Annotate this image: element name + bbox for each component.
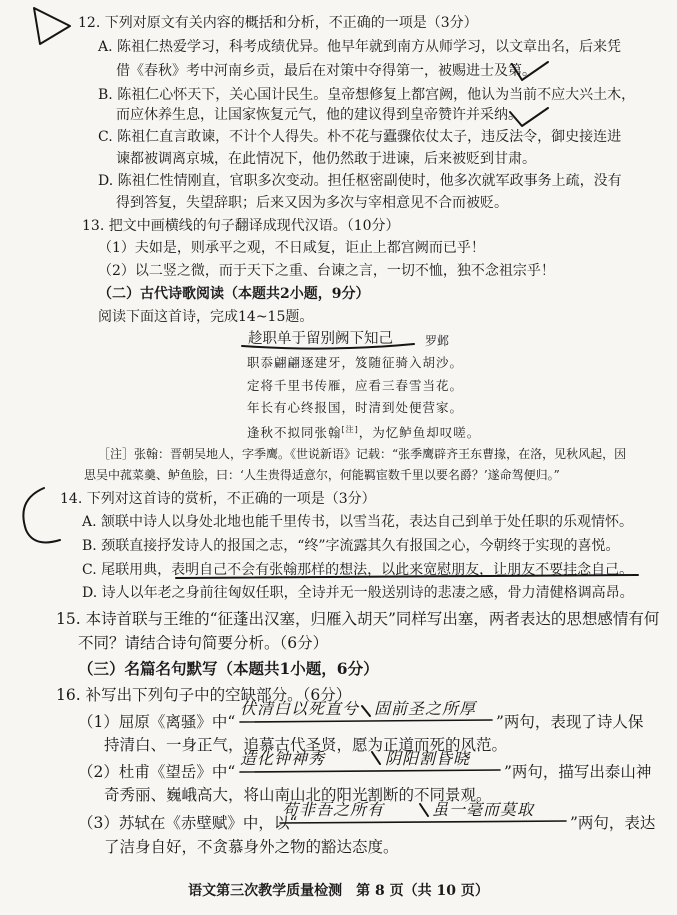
section2-intro: 阅读下面这首诗，完成14~15题。 (98, 309, 314, 325)
q16-answer-1b: 固前圣之所厚 (374, 699, 477, 718)
q13-sentence-1: （1）夫如是，则承平之观，不日咸复，讵止上都宫阙而已乎！ (98, 240, 485, 256)
section2-heading: （二）古代诗歌阅读（本题共2小题，9分） (98, 286, 370, 302)
q16-item-1-prefix: （1）屈原《离骚》中“ (78, 713, 236, 731)
q12-stem: 12. 下列对原文有关内容的概括和分析，不正确的一项是（3分） (78, 15, 478, 31)
poem-line-1: 职忝翩翩逐建牙，笈随征骑入胡沙。 (247, 355, 464, 370)
q12-option-a-line1: A. 陈祖仁热爱学习，科考成绩优异。他早年就到南方从师学习，以文章出名，后来凭 (98, 39, 622, 55)
answer-separator (362, 706, 370, 716)
poem-line-4 (247, 421, 480, 442)
q16-item-1-suffix: ”两句，表现了诗人保 (496, 713, 644, 731)
q15-line-2: 不同？请结合诗句简要分析。（6分） (78, 634, 329, 652)
q12-option-d-line1: D. 陈祖仁性情刚直，官职多次变动。担任枢密副使时，他多次就军政事务上疏，没有 (98, 173, 622, 189)
blank-line-1 (240, 720, 492, 722)
q16-item-3-prefix: （3）苏轼在《赤壁赋》中，以“ (78, 814, 298, 832)
triangle-mark-icon (34, 8, 70, 44)
q14-option-a: A. 颔联中诗人以身处北地也能千里传书，以雪当花，表达自己到单于处任职的乐观情怀。 (82, 514, 634, 530)
q16-answer-3b: 虽一毫而莫取 (432, 800, 535, 819)
q16-answer-3a: 苟非吾之所有 (282, 800, 385, 819)
page-footer: 语文第三次教学质量检测 第 8 页（共 10 页） (188, 883, 489, 899)
q16-answer-1a: 伏清白以死直兮 (240, 699, 360, 718)
q16-item-3-cont: 了洁身自好，不贪慕身外之物的豁达态度。 (104, 838, 399, 856)
note-line-1: ［注］张翰：晋朝吴地人，字季鹰。《世说新语》记载：“张季鹰辟齐王东曹掾，在洛，见秋风起，因 (98, 447, 627, 461)
poem-footnote-marker: [注] (341, 425, 359, 434)
q16-item-1-cont: 持清白、一身正气，追慕古代圣贤，愿为正道而死的风范。 (104, 736, 508, 754)
q16-answer-2a: 造化钟神秀 (240, 749, 326, 768)
bracket-mark (23, 488, 60, 542)
q14-option-c: C. 尾联用典，表明自己不会有张翰那样的想法，以此来宽慰朋友，让朋友不要挂念自己。 (82, 562, 634, 578)
q16-item-3-suffix: ”两句，表达 (570, 814, 656, 832)
blank-line-3 (280, 821, 566, 823)
section3-heading: （三）名篇名句默写（本题共1小题，6分） (78, 659, 379, 678)
q16-item-2-suffix: ”两句，描写出泰山神 (504, 763, 652, 781)
q14-option-d: D. 诗人以年老之身前往匈奴任职，全诗并无一般送别诗的悲凄之感，骨力清健格调高昂。 (82, 585, 634, 601)
q13-sentence-2: （2）以二竖之微，而于天下之重、台谏之言，一切不恤，独不念祖宗乎！ (98, 263, 555, 279)
q12-option-b-line1: B. 陈祖仁心怀天下，关心国计民生。皇帝想修复上都宫阙，他认为当前不应大兴土木， (98, 87, 636, 103)
q12-option-b-line2: 而应休养生息，让国家恢复元气，他的建议得到皇帝赞许并采纳。 (116, 107, 522, 123)
q12-option-c-line1: C. 陈祖仁直言敢谏，不计个人得失。朴不花与蠹骤依仗太子，违反法令，御史接连进 (98, 129, 622, 145)
poem-title: 趁职单于留别阙下知己 (248, 331, 393, 347)
q16-answer-2b: 阴阳割昏晓 (385, 749, 471, 768)
answer-separator (420, 804, 428, 816)
poem-line-3: 年长有心终报国，时清到处便营家。 (247, 400, 464, 415)
note-line-2: 思吴中菰菜羹、鲈鱼脍，曰：‘人生贵得适意尔，何能羁宦数千里以要名爵？’遂命驾便归。” (84, 468, 560, 482)
poem-line-2: 定将千里书传雁，应看三春雪当花。 (247, 378, 464, 393)
q12-option-c-line2: 谏都被调离京城，在此情况下，他仍然敢于进谏，后来被贬到甘肃。 (116, 151, 536, 167)
blank-line-2 (240, 770, 500, 772)
q16-item-2-prefix: （2）杜甫《望岳》中“ (78, 763, 236, 781)
poem-line-4-part-b: ，为忆鲈鱼却叹嗟。 (358, 425, 481, 441)
poem-author: 罗邺 (425, 334, 450, 348)
q14-stem: 14. 下列对这首诗的赏析，不正确的一项是（3分） (60, 491, 376, 507)
q16-stem: 16. 补写出下列句子中的空缺部分。（6分） (56, 686, 352, 704)
q12-option-d-line2: 得到答复，失望辞职；后来又因为多次与宰相意见不合而被贬。 (116, 195, 508, 211)
poem-line-4-part-a: 逢秋不拟同张翰 (247, 425, 342, 441)
q16-item-2-cont: 奇秀丽、巍峨高大，将山南山北的阳光割断的不同景观。 (104, 786, 492, 804)
q13-stem: 13. 把文中画横线的句子翻译成现代汉语。（10分） (82, 218, 400, 234)
q15-line-1: 15. 本诗首联与王维的“征蓬出汉塞，归雁入胡天”同样写出塞，两者表达的思想感情有何 (56, 610, 660, 628)
q14-option-b: B. 颈联直接抒发诗人的报国之志，“终”字流露其久有报国之心，今朝终于实现的喜悦。 (82, 538, 620, 554)
q12-option-a-line2: 借《春秋》考中河南乡贡，最后在对策中夺得第一，被赐进士及第。 (116, 63, 536, 79)
